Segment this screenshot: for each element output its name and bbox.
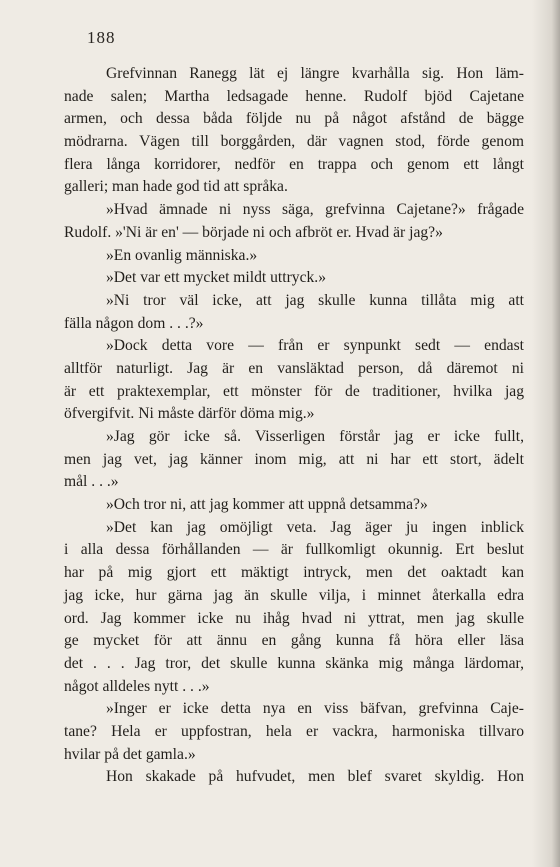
text-line: är ett praktexemplar, ett mönster för de traditioner, hvilka jag — [64, 382, 524, 400]
text-line: armen, och dessa båda följde nu på något afstånd de bägge — [64, 110, 524, 128]
text-line: mödrarna. Vägen till borggården, där vagnen stod, förde genom — [64, 133, 524, 151]
text-line: tane? Hela er uppfostran, hela er vackra, harmoniska tillvaro — [64, 722, 524, 740]
text-line: »Jag gör icke så. Visserligen förstår jag er icke fullt, — [106, 428, 524, 445]
text-line: ge mycket för att ännu en gång kunna få höra eller läsa — [64, 632, 524, 650]
text-line: Grefvinnan Ranegg lät ej längre kvarhålla sig. Hon läm- — [106, 65, 524, 82]
text-line: jag icke, hur gärna jag än skulle vilja, i minnet återkalla edra — [64, 586, 524, 604]
text-line: »Ni tror väl icke, att jag skulle kunna tillåta mig att — [106, 291, 524, 309]
text-line: men jag vet, jag känner inom mig, att ni har ett stort, ädelt — [64, 450, 524, 468]
text-line: galleri; man hade god tid att språka. — [64, 178, 288, 196]
text-line: »Hvad ämnade ni nyss säga, grefvinna Cajetane?» frågade — [106, 201, 524, 219]
text-line: fälla någon dom . . .?» — [64, 314, 204, 332]
text-line: har på mig gjort ett mäktigt intryck, men det oaktadt kan — [64, 564, 524, 582]
page-edge-shadow — [532, 0, 560, 867]
text-line: »Dock detta vore — från er synpunkt sedt — endast — [106, 337, 524, 355]
text-line: det . . . Jag tror, det skulle kunna skänka mig många lärdomar, — [64, 654, 524, 672]
text-line: i alla dessa förhållanden — är fullkomligt okunnig. Ert beslut — [64, 541, 524, 559]
text-line: något alldeles nytt . . .» — [64, 677, 210, 695]
text-line: nade salen; Martha ledsagade henne. Rudolf bjöd Cajetane — [64, 87, 524, 105]
page-number: 188 — [87, 28, 116, 47]
text-line: Rudolf. »'Ni är en' — började ni och afbröt er. Hvad är jag?» — [64, 223, 443, 241]
text-line: »Och tror ni, att jag kommer att uppnå detsamma?» — [106, 496, 428, 514]
text-line: »Det kan jag omöjligt veta. Jag äger ju ingen inblick — [106, 518, 524, 536]
text-line: Hon skakade på hufvudet, men blef svaret skyldig. Hon — [106, 768, 524, 786]
text-line: hvilar på det gamla.» — [64, 745, 196, 763]
text-line: ord. Jag kommer icke nu ihåg hvad ni yttrat, men jag skulle — [64, 609, 524, 627]
text-line: »Det var ett mycket mildt uttryck.» — [106, 269, 326, 287]
body-text — [64, 63, 524, 789]
text-line: »En ovanlig människa.» — [106, 246, 258, 264]
text-line: »Inger er icke detta nya en viss bäfvan, grefvinna Caje- — [106, 700, 524, 718]
text-line: alltför naturligt. Jag är en vansläktad person, då däremot ni — [64, 359, 524, 377]
text-line: mål . . .» — [64, 473, 119, 491]
text-line: flera långa korridorer, nedför en trappa och genom ett långt — [64, 155, 524, 173]
text-line: öfvergifvit. Ni måste därför döma mig.» — [64, 405, 315, 423]
